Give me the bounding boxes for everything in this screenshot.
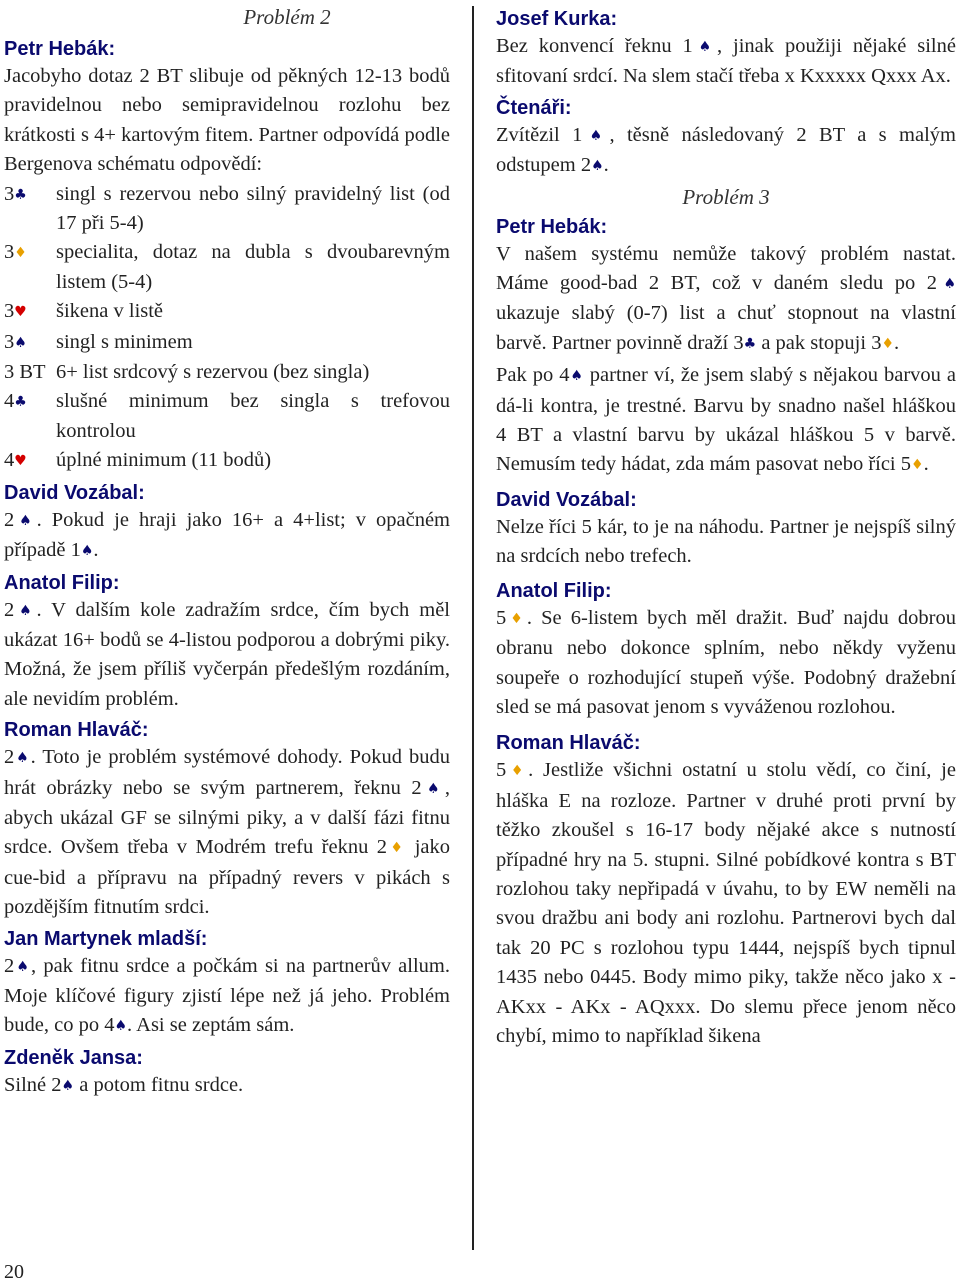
vozabal-answer: 2♠. Pokud je hraji jako 16+ a 4+list; v opačném případě 1♠. — [4, 508, 450, 562]
filip-answer: 2♠. V dalším kole zadražím srdce, čím bych měl ukázat 16+ bodů se 4-listou podporou a dobrými piky. Možná, že jsem příliš vyčerpán předešlým rozdáním, ale nevidím problém. — [4, 598, 450, 710]
bid-level: 3 BT — [4, 361, 46, 384]
heart-icon: ♥ — [14, 304, 27, 321]
author-hlavac-p3: Roman Hlaváč: — [496, 732, 641, 755]
author-hlavac: Roman Hlaváč: — [4, 719, 149, 742]
diamond-icon: ♦ — [911, 457, 924, 474]
author-vozabal-p3: David Vozábal: — [496, 488, 637, 511]
hlavac-p3-answer: 5♦. Jestliže všichni ostatní u stolu vědí, co činí, je hláška E na rozloze. Partner v druhé proti první by těžko zkoušel s 16-17 body nějaké akce s nutností případné hry na 5. stupni. Silné pobídkové kontra s BT rozlohou taky nepřipadá v úvahu, to by EW neměli na svou dražbu ani body ani rozlohu. Partnerovi bych dal tak 20 PC s rozlohou typu 1444, nejspíš bych tipnul 1435 nebo 0445. Body mimo piky, takže něco jako x - AKxx - AKx - AQxxx. Do slemu přece jenom něco chybí, mimo to například šikena — [496, 759, 956, 1047]
spade-icon: ♠ — [937, 276, 956, 293]
bid-description: úplné minimum (11 bodů) — [56, 449, 272, 472]
hebak-p3-para2: Pak po 4♠ partner ví, že jsem slabý s nějakou barvou a dá-li kontra, je trestné. Barvu by snadno našel hláškou 4 BT a vlastní barvu by ukázal hláškou 5 v barvě. Nemusím tedy hádat, zda mám pasovat nebo říci 5♦. — [496, 364, 957, 476]
bid-description: specialita, dotaz na dubla s dvoubarevným listem (5-4) — [56, 241, 450, 293]
author-jansa: Zdeněk Jansa: — [4, 1046, 143, 1069]
bid-description: singl s rezervou nebo silný pravidelný list (od 17 při 5-4) — [56, 182, 450, 235]
diamond-icon: ♦ — [14, 245, 27, 262]
bid-level: 4♥ — [4, 449, 27, 472]
spade-icon: ♠ — [61, 1077, 75, 1094]
diamond-icon: ♦ — [506, 610, 527, 627]
diamond-icon: ♦ — [881, 335, 895, 352]
right-column — [496, 0, 956, 1051]
filip-p3-answer: 5♦. Se 6-listem bych měl dražit. Buď najdu dobrou obranu nebo dokonce splním, nebo někdy vyženu soupeře o rozhodující stupeň výše. Podobný dražební sled se má pasovat jenom s vyváženou rozlohou. — [496, 606, 956, 718]
author-vozabal: David Vozábal: — [4, 481, 145, 504]
bid-row — [4, 358, 450, 387]
club-icon: ♣ — [743, 335, 757, 352]
spade-icon: ♠ — [692, 39, 717, 55]
bid-level: 4♣ — [4, 390, 27, 413]
author-hebak-p3: Petr Hebák: — [496, 215, 608, 238]
spade-icon: ♠ — [14, 958, 31, 975]
martynek-answer: 2♠, pak fitnu srdce a počkám si na partnerův allum. Moje klíčové figury zjistí lépe než já jeho. Problém bude, co po 4♠. Asi se zeptám sám. — [4, 954, 450, 1037]
spade-icon: ♠ — [14, 602, 37, 619]
vozabal-p3-answer: Nelze říci 5 kár, to je na náhodu. Partner je nejspíš silný na srdcích nebo trefech. — [496, 515, 956, 568]
hlavac-answer: 2♠. Toto je problém systémové dohody. Pokud budu hrát obrázky nebo se svým partnerem, řeknu 2♠, abych ukázal GF se silnými piky, a v další fázi fitnu srdce. Ovšem třeba v Modrém trefu řeknu 2♦ jako cue-bid a přípravu na případný revers v pikách s pozdějším fitnutím srdci. — [4, 746, 450, 919]
author-kurka: Josef Kurka: — [496, 8, 618, 30]
bid-row — [4, 387, 450, 446]
bid-row — [4, 446, 450, 476]
bid-level: 3♦ — [4, 241, 27, 264]
bid-description: 6+ list srdcový s rezervou (bez singla) — [56, 361, 370, 384]
spade-icon: ♠ — [14, 750, 31, 767]
bid-row — [4, 238, 450, 297]
bid-level: 3♣ — [4, 182, 27, 205]
author-filip: Anatol Filip: — [4, 571, 120, 594]
spade-icon: ♠ — [14, 512, 37, 529]
author-readers: Čtenáři: — [496, 96, 572, 119]
readers-result: Zvítězil 1♠, těsně následovaný 2 BT a s malým odstupem 2♠. — [496, 123, 956, 177]
spade-icon: ♠ — [421, 780, 445, 797]
diamond-icon: ♦ — [387, 840, 407, 857]
page-number: 20 — [4, 1261, 24, 1283]
bid-row — [4, 328, 450, 358]
author-martynek: Jan Martynek mladší: — [4, 927, 208, 950]
diamond-icon: ♦ — [506, 763, 529, 780]
hebak-p3-para1: V našem systému nemůže takový problém nastat. Máme good-bad 2 BT, což v daném sledu po 2♠ ukazuje slabý (0-7) list a chuť stopnout na vlastní barvě. Partner povinně draží 3♣ a pak stopuji 3♦. — [496, 242, 956, 354]
bid-row — [4, 297, 450, 327]
spade-icon: ♠ — [114, 1018, 128, 1035]
spade-icon: ♠ — [582, 127, 610, 144]
spade-icon: ♠ — [591, 158, 604, 175]
left-column — [4, 0, 450, 1101]
column-divider — [472, 6, 474, 1250]
bid-level: 3♥ — [4, 300, 27, 323]
hebak-intro: Jacobyho dotaz 2 BT slibuje od pěkných 12-13 bodů pravidelnou nebo semipravidelnou rozlohu bez krátkosti s 4+ kartovým fitem. Partner odpovídá podle Bergenova schématu odpovědí: — [4, 65, 450, 176]
bid-description: singl s minimem — [56, 330, 193, 353]
bid-description: šikena v listě — [56, 300, 164, 323]
spade-icon: ♠ — [569, 368, 584, 385]
bid-level: 3♠ — [4, 330, 27, 353]
author-filip-p3: Anatol Filip: — [496, 579, 612, 602]
author-hebak: Petr Hebák: — [4, 38, 116, 60]
problem-3-title: Problém 3 — [682, 184, 770, 209]
jansa-answer: Silné 2♠ a potom fitnu srdce. — [4, 1073, 244, 1096]
club-icon: ♣ — [14, 186, 27, 203]
spade-icon: ♠ — [14, 334, 27, 351]
club-icon: ♣ — [14, 394, 27, 411]
kurka-answer: Bez konvencí řeknu 1♠, jinak použiji nějaké silné sfitovaní srdcí. Na slem stačí třeba x Kxxxxx Qxxx Ax. — [496, 35, 956, 88]
bergen-bid-table — [4, 180, 450, 477]
spade-icon: ♠ — [80, 543, 94, 560]
problem-2-title: Problém 2 — [243, 5, 331, 29]
heart-icon: ♥ — [14, 453, 27, 470]
bid-description: slušné minimum bez singla s trefovou kontrolou — [56, 390, 450, 442]
bid-row — [4, 180, 450, 239]
